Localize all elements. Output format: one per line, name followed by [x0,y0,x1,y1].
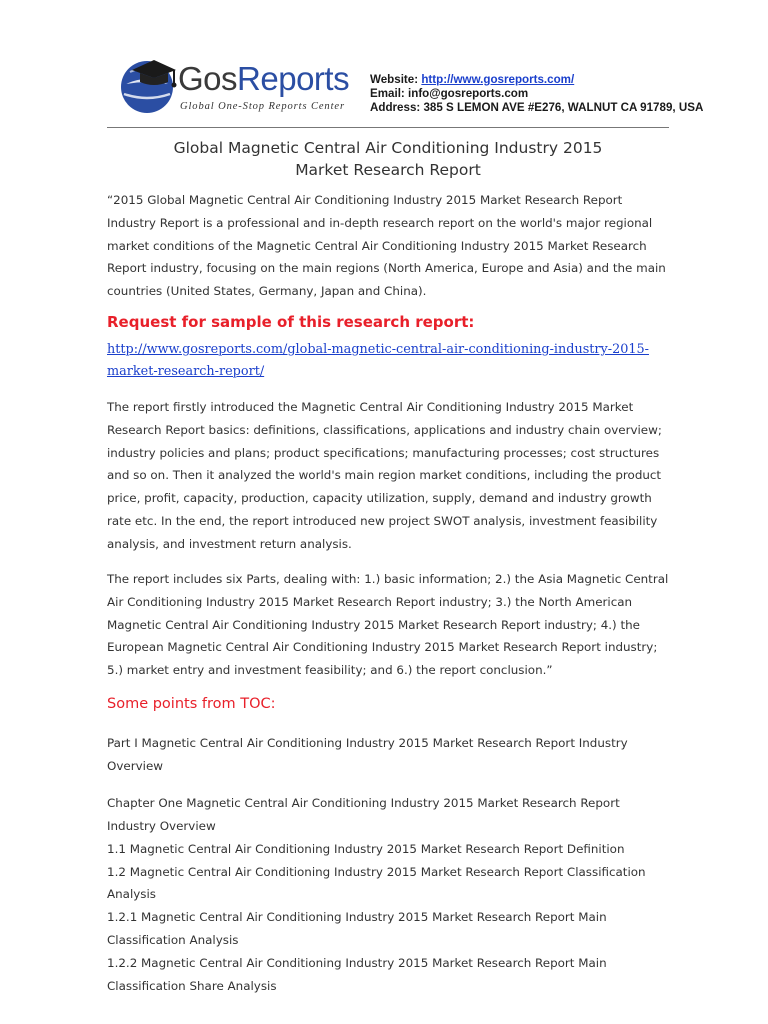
toc-item: 1.2.2 Magnetic Central Air Conditioning Industry 2015 Market Research Report Main [107,956,607,970]
request-sample-heading: Request for sample of this research report: [107,313,475,331]
report-parts-paragraph: The report includes six Parts, dealing with: 1.) basic information; 2.) the Asia Magnetic Central Air Conditioning Industry 2015 Market Research Report industry; 3.) the North American Magnetic Central Air Conditioning Industry 2015 Market Research Report industry; 4.) the European Magnetic Central Air Conditioning Industry 2015 Market Research Report industry; 5.) market entry and investment feasibility; and 6.) the report conclusion.” [107,572,669,678]
toc-item: Classification Share Analysis [107,979,277,993]
toc-item: 1.2 Magnetic Central Air Conditioning Industry 2015 Market Research Report Classification [107,865,646,879]
brand-suffix: Reports [237,60,350,97]
globe-graduation-icon [118,54,180,116]
title-line-1: Global Magnetic Central Air Conditioning Industry 2015 [173,139,603,157]
brand-name [178,60,349,98]
website-link[interactable]: http://www.gosreports.com/ [421,73,575,86]
intro-paragraph: “2015 Global Magnetic Central Air Conditioning Industry 2015 Market Research Report Industry Report is a professional and in-depth research report on the world's major regional market conditions of the Magnetic Central Air Conditioning Industry 2015 Market Research Report industry, focusing on the main regions (North America, Europe and Asia) and the main countries (United States, Germany, Japan and China). [107,193,666,299]
request-sample-link[interactable]: http://www.gosreports.com/global-magnetic-central-air-conditioning-industry-2015-market-research-report/ [107,342,649,379]
toc-item: Analysis [107,887,156,901]
report-intro-paragraph: The report firstly introduced the Magnetic Central Air Conditioning Industry 2015 Market Research Report basics: definitions, classifications, applications and industry chain overview; industry policies and plans; product specifications; manufacturing processes; cost structures and so on. Then it analyzed the world's main region market conditions, including the product price, profit, capacity, production, capacity utilization, supply, demand and industry growth rate etc. In the end, the report introduced new project SWOT analysis, investment feasibility analysis, and investment return analysis. [107,400,662,551]
address-line: Address: 385 S LEMON AVE #E276, WALNUT CA 91789, USA [370,101,704,114]
website-line [370,73,703,87]
toc-heading: Some points from TOC: [107,696,276,712]
toc-item: 1.2.1 Magnetic Central Air Conditioning Industry 2015 Market Research Report Main [107,910,607,924]
website-label: Website: [370,73,419,86]
brand-tagline: Global One-Stop Reports Center [180,101,345,112]
header-divider [107,127,669,128]
toc-item: 1.1 Magnetic Central Air Conditioning Industry 2015 Market Research Report Definition [107,842,625,856]
toc-item: Part I Magnetic Central Air Conditioning Industry 2015 Market Research Report Industry [107,736,628,750]
toc-item: Classification Analysis [107,933,239,947]
page-title [107,137,669,181]
gosreports-logo[interactable] [118,54,358,120]
toc-item: Chapter One Magnetic Central Air Conditioning Industry 2015 Market Research Report [107,796,620,810]
email-line: Email: info@gosreports.com [370,87,529,100]
toc-item: Industry Overview [107,819,216,833]
title-line-2: Market Research Report [295,161,481,179]
toc-item: Overview [107,759,163,773]
brand-prefix: Gos [178,60,238,97]
contact-block [370,73,703,115]
